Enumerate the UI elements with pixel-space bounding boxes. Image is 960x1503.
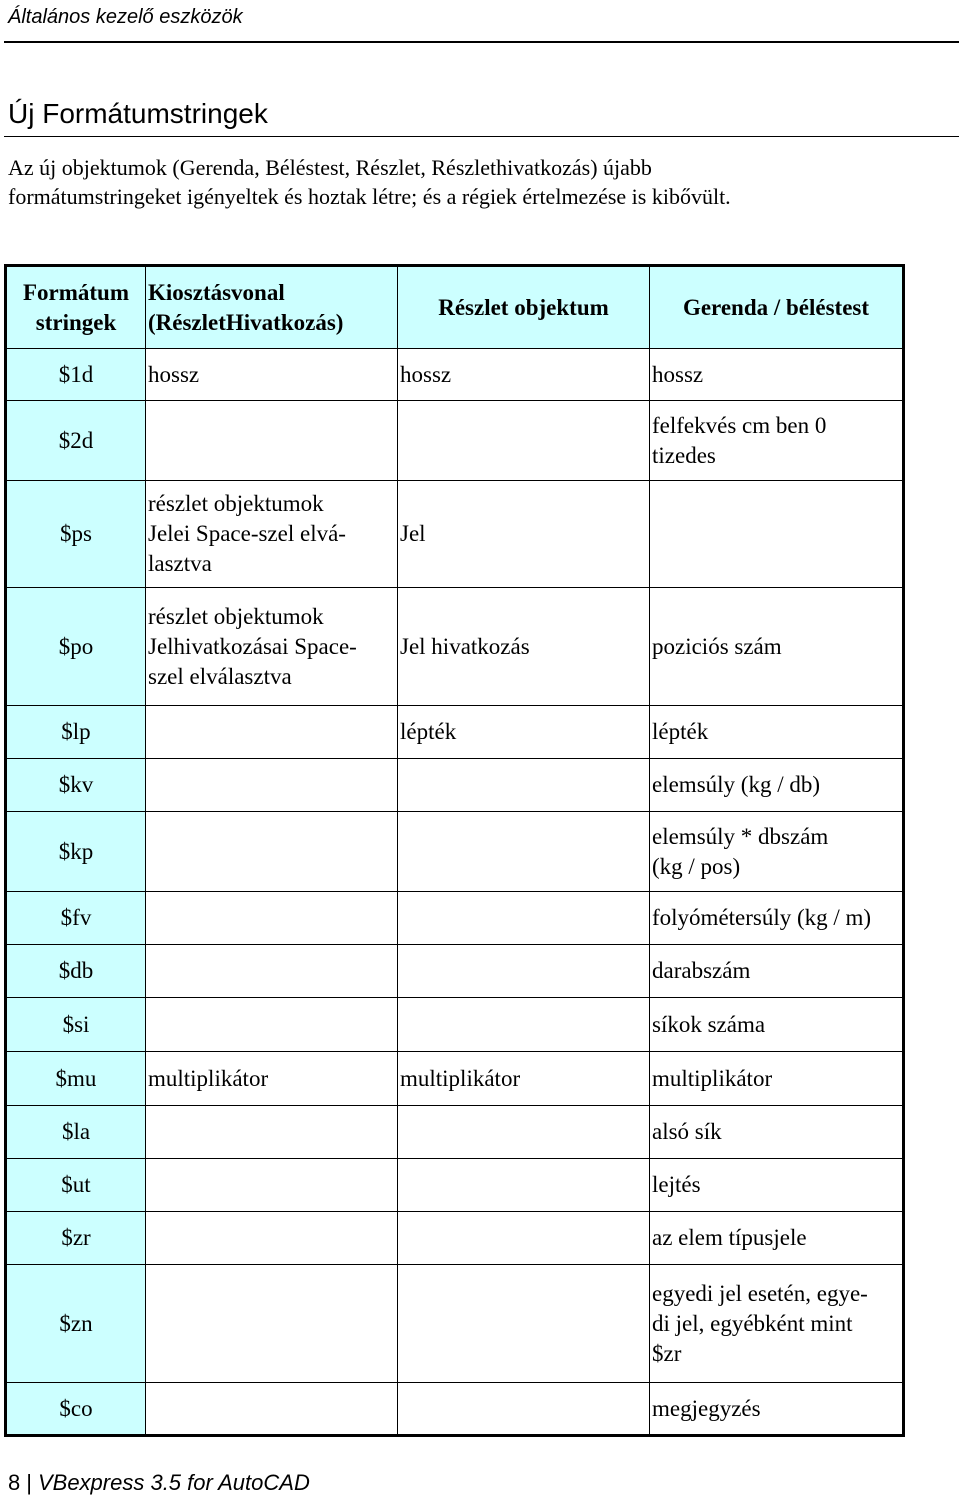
reszlet-cell-line: Jel: [400, 521, 426, 546]
kiosztas-cell: [146, 1159, 398, 1212]
gerenda-cell: [650, 481, 904, 588]
reszlet-cell: [398, 759, 650, 812]
reszlet-cell: [398, 998, 650, 1052]
kiosztas-cell-line: multiplikátor: [148, 1065, 269, 1091]
kiosztas-cell: [146, 998, 398, 1052]
format-key-cell: $la: [6, 1106, 146, 1159]
gerenda-cell-line: megjegyzés: [652, 1395, 761, 1421]
reszlet-cell: [398, 481, 650, 588]
table-row: [6, 1052, 904, 1106]
col-header-format-line: Formátum: [22, 279, 130, 305]
gerenda-cell: [650, 1383, 904, 1436]
gerenda-cell: [650, 1159, 904, 1212]
format-key-cell: $ut: [6, 1159, 146, 1212]
format-key-cell: $fv: [6, 892, 146, 945]
format-key-cell: $2d: [6, 401, 146, 481]
reszlet-cell: [398, 349, 650, 401]
reszlet-cell: [398, 1052, 650, 1106]
format-key-cell: $zr: [6, 1212, 146, 1265]
kiosztas-cell: [146, 481, 398, 588]
format-key-cell: $zn: [6, 1265, 146, 1383]
format-key-cell: $db: [6, 945, 146, 998]
gerenda-cell-line: felfekvés cm ben 0: [652, 412, 827, 438]
gerenda-cell: [650, 812, 904, 892]
gerenda-cell-line: lejtés: [652, 1172, 701, 1197]
col-header-format: [6, 266, 146, 349]
format-key-cell: $mu: [6, 1052, 146, 1106]
kiosztas-cell-line: szel elválasztva: [148, 663, 292, 689]
table-row: [6, 588, 904, 706]
kiosztas-cell: [146, 1265, 398, 1383]
kiosztas-cell: [146, 401, 398, 481]
intro-paragraph: [8, 153, 948, 211]
gerenda-cell: [650, 759, 904, 812]
reszlet-cell: [398, 401, 650, 481]
col-header-kiosztas-line: Kiosztásvonal: [148, 279, 285, 305]
table-row: [6, 1106, 904, 1159]
gerenda-cell-line: folyómétersúly (kg / m): [652, 905, 872, 930]
running-header: Általános kezelő eszközök: [8, 6, 243, 28]
reszlet-cell: [398, 812, 650, 892]
gerenda-cell: [650, 1052, 904, 1106]
col-header-gerenda: Gerenda / béléstest: [650, 266, 904, 349]
table-row: [6, 349, 904, 401]
gerenda-cell-line: alsó sík: [652, 1119, 722, 1144]
reszlet-cell: [398, 1106, 650, 1159]
page-number: 8: [8, 1470, 21, 1495]
gerenda-cell: [650, 401, 904, 481]
book-title: VBexpress 3.5 for AutoCAD: [37, 1470, 310, 1495]
section-title: Új Formátumstringek: [8, 98, 268, 129]
reszlet-cell: [398, 706, 650, 759]
kiosztas-cell-line: hossz: [148, 361, 200, 387]
gerenda-cell-line: di jel, egyébként mint: [652, 1310, 853, 1336]
table-row: [6, 1212, 904, 1265]
table-row: [6, 481, 904, 588]
col-header-format-line: stringek: [35, 309, 117, 335]
reszlet-cell-line: hossz: [400, 361, 452, 387]
section-rule: [4, 136, 959, 137]
format-key-cell: $1d: [6, 349, 146, 401]
kiosztas-cell-line: részlet objektumok: [148, 603, 324, 629]
gerenda-cell: [650, 945, 904, 998]
kiosztas-cell: [146, 588, 398, 706]
kiosztas-cell-line: részlet objektumok: [148, 491, 324, 516]
gerenda-cell: [650, 1265, 904, 1383]
reszlet-cell: [398, 892, 650, 945]
col-header-kiosztas: [146, 266, 398, 349]
gerenda-cell-line: tizedes: [652, 442, 716, 468]
kiosztas-cell: [146, 759, 398, 812]
kiosztas-cell: [146, 349, 398, 401]
table-row: [6, 892, 904, 945]
gerenda-cell-line: poziciós szám: [652, 633, 782, 659]
kiosztas-cell-line: Jelhivatkozásai Space-: [148, 633, 357, 659]
format-key-cell: $kp: [6, 812, 146, 892]
format-key-cell: $kv: [6, 759, 146, 812]
gerenda-cell: [650, 998, 904, 1052]
gerenda-cell-line: multiplikátor: [652, 1065, 773, 1091]
gerenda-cell-line: egyedi jel esetén, egye-: [652, 1280, 868, 1306]
reszlet-cell-line: Jel hivatkozás: [400, 633, 530, 659]
kiosztas-cell: [146, 1106, 398, 1159]
table-row: [6, 1265, 904, 1383]
table-row: [6, 759, 904, 812]
page-footer: [8, 1470, 310, 1496]
intro-line: Az új objektumok (Gerenda, Béléstest, Részlet, Részlethivatkozás) újabb: [8, 155, 652, 180]
gerenda-cell-line: darabszám: [652, 958, 751, 983]
format-key-cell: $lp: [6, 706, 146, 759]
kiosztas-cell: [146, 1052, 398, 1106]
reszlet-cell: [398, 1212, 650, 1265]
table-row: [6, 1159, 904, 1212]
gerenda-cell: [650, 349, 904, 401]
kiosztas-cell-line: lasztva: [148, 551, 212, 576]
reszlet-cell: [398, 588, 650, 706]
gerenda-cell-line: elemsúly * dbszám: [652, 823, 829, 849]
gerenda-cell-line: az elem típusjele: [652, 1225, 807, 1250]
col-header-reszlet: Részlet objektum: [398, 266, 650, 349]
format-key-cell: $ps: [6, 481, 146, 588]
kiosztas-cell: [146, 812, 398, 892]
gerenda-cell-line: elemsúly (kg / db): [652, 772, 820, 797]
col-header-kiosztas-line: (RészletHivatkozás): [148, 309, 344, 335]
kiosztas-cell: [146, 1212, 398, 1265]
table-row: [6, 998, 904, 1052]
reszlet-cell-line: multiplikátor: [400, 1065, 521, 1091]
format-key-cell: $co: [6, 1383, 146, 1436]
kiosztas-cell: [146, 706, 398, 759]
reszlet-cell-line: lépték: [400, 719, 457, 744]
intro-line: formátumstringeket igényeltek és hoztak létre; és a régiek értelmezése is kibővült.: [8, 184, 731, 209]
table-row: [6, 401, 904, 481]
kiosztas-cell: [146, 1383, 398, 1436]
format-key-cell: $si: [6, 998, 146, 1052]
kiosztas-cell-line: Jelei Space-szel elvá-: [148, 521, 346, 546]
header-rule: [4, 41, 959, 43]
gerenda-cell: [650, 706, 904, 759]
kiosztas-cell: [146, 945, 398, 998]
gerenda-cell: [650, 1212, 904, 1265]
gerenda-cell: [650, 892, 904, 945]
format-key-cell: $po: [6, 588, 146, 706]
reszlet-cell: [398, 1265, 650, 1383]
gerenda-cell: [650, 588, 904, 706]
table-row: [6, 945, 904, 998]
gerenda-cell-line: $zr: [652, 1340, 682, 1366]
reszlet-cell: [398, 1383, 650, 1436]
gerenda-cell-line: (kg / pos): [652, 853, 741, 879]
reszlet-cell: [398, 1159, 650, 1212]
table-row: [6, 1383, 904, 1436]
gerenda-cell: [650, 1106, 904, 1159]
reszlet-cell: [398, 945, 650, 998]
footer-separator: |: [26, 1470, 32, 1495]
kiosztas-cell: [146, 892, 398, 945]
format-string-table: [4, 264, 905, 1437]
gerenda-cell-line: lépték: [652, 719, 709, 744]
gerenda-cell-line: hossz: [652, 361, 704, 387]
gerenda-cell-line: síkok száma: [652, 1011, 766, 1037]
table-body: [6, 349, 904, 1436]
table-row: [6, 812, 904, 892]
table-row: [6, 706, 904, 759]
